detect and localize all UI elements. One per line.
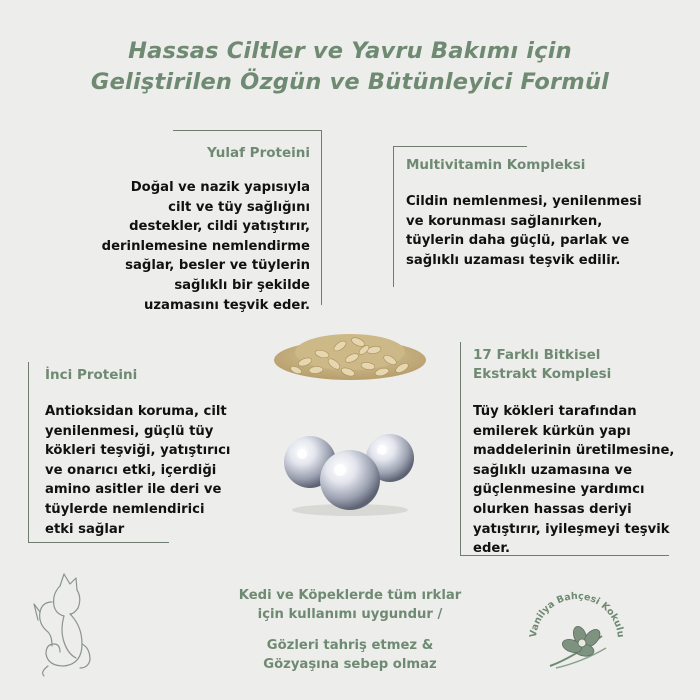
herbal-extract-line: Tüy kökleri tarafından [473,404,637,419]
oat-protein-line: derinlemesine nemlendirme [101,238,310,254]
herbal-extract-line: maddelerinin üretilmesine, [473,443,675,459]
footer-line: Gözyaşına sebep olmaz [263,657,437,672]
oat-protein-line: sağlıklı bir şekilde [174,277,310,293]
pearl-protein-heading-line: İnci Proteini [45,367,138,383]
footer-line: Kedi ve Köpeklerde tüm ırklar [238,588,462,603]
herbal-extract-line: güçlenmesine yardımcı [473,482,645,498]
oat-protein-heading-line: Yulaf Proteini [206,145,310,161]
multivitamin-line: Cildin nemlenmesi, yenilenmesi [406,194,642,209]
footer-line: için kullanımı uygundur / [257,607,443,622]
title-line-2: Geliştirilen Özgün ve Bütünleyici Formül [90,69,610,95]
page-title [0,36,700,98]
oat-protein-description [102,178,310,315]
cat-dog-outline-icon [30,568,100,678]
title-line-1: Hassas Ciltler ve Yavru Bakımı için [128,38,572,64]
multivitamin-heading [406,156,585,175]
pearl-protein-line: tüylerde nemlendirici [45,501,205,517]
herbal-extract-line: yatıştırır, iyileşmeyi teşvik [473,521,670,537]
multivitamin-heading-line: Multivitamin Kompleksi [406,157,586,173]
pearl-protein-heading [45,366,137,385]
oat-protein-line: cilt ve tüy sağlığını [168,199,310,215]
pearl-protein-line: Antioksidan koruma, cilt [45,404,227,419]
pearl-protein-description [45,402,230,539]
pearl-protein-line: amino asitler ile deri ve [45,482,222,498]
multivitamin-line: sağlıklı uzaması teşvik edilir. [406,252,621,268]
pearl-protein-line: yenilenmesi, güçlü tüy [45,423,214,439]
footer-eye-safety [200,636,500,674]
multivitamin-description [406,192,642,270]
herbal-extract-description [473,402,674,559]
pearls-image [280,418,420,518]
vanilla-badge [522,578,632,678]
herbal-extract-line: sağlıklı uzamasına ve [473,462,633,478]
pearl-protein-line: kökleri teşviği, yatıştırıcı [45,443,231,459]
herbal-extract-line: eder. [473,541,510,557]
herbal-extract-heading [473,346,611,384]
multivitamin-line: tüylerin daha güçlü, parlak ve [406,233,630,249]
pearl-protein-line: ve onarıcı etki, içerdiği [45,462,217,478]
herbal-extract-heading-line: 17 Farklı Bitkisel [473,347,601,363]
multivitamin-line: ve korunması sağlanırken, [406,213,603,229]
herbal-extract-line: emilerek kürkün yapı [473,423,631,439]
oat-protein-line: destekler, cildi yatıştırır, [129,219,310,235]
oat-protein-line: sağlar, besler ve tüylerin [125,258,310,274]
oat-protein-line: uzamasını teşvik eder. [143,297,310,313]
badge-text: Vanilya Bahçesi Kokulu [527,590,627,639]
pearl-protein-line: etki sağlar [45,521,125,537]
footer-line: Gözleri tahriş etmez & [266,638,434,653]
herbal-extract-heading-line: Ekstrakt Komplesi [473,366,612,382]
vanilla-flower-icon [550,625,606,668]
oat-flakes-image [270,322,430,384]
footer-suitability [200,586,500,624]
herbal-extract-line: olurken hassas deriyi [473,501,632,517]
oat-protein-heading [207,144,310,163]
oat-protein-line: Doğal ve nazik yapısıyla [130,180,310,195]
